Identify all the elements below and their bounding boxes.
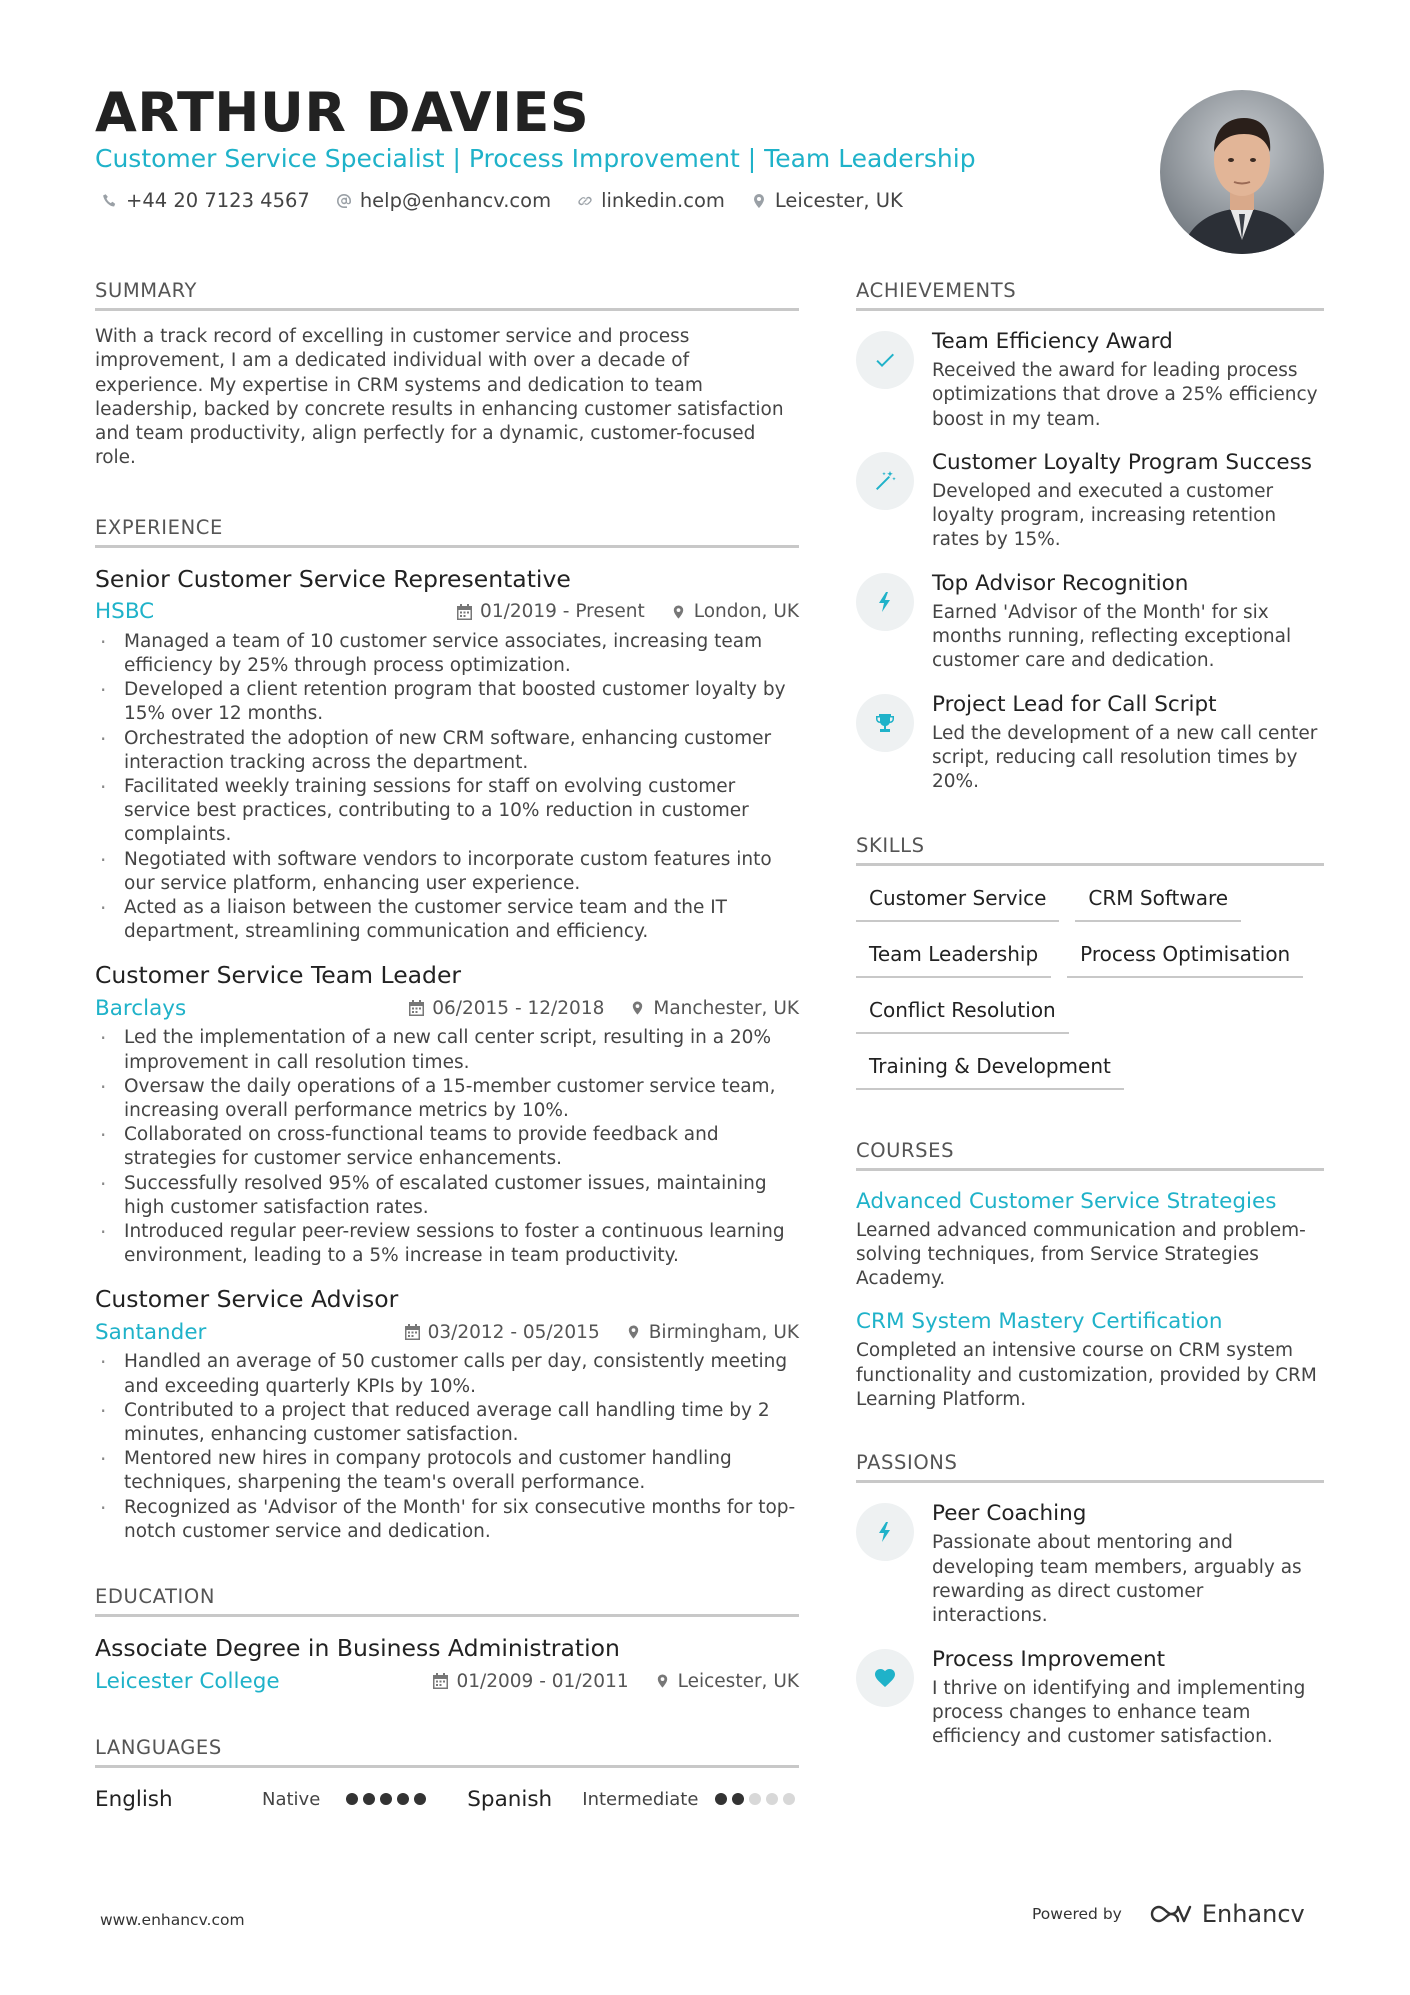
job-meta-right bbox=[405, 1322, 799, 1343]
job-bullets bbox=[95, 630, 799, 945]
rating-dot-filled bbox=[346, 1793, 358, 1805]
education-location-text: Leicester, UK bbox=[677, 1670, 799, 1692]
headline: Customer Service Specialist | Process Improvement | Team Leadership bbox=[95, 144, 976, 173]
job-entry bbox=[95, 960, 799, 1268]
contact-linkedin-text: linkedin.com bbox=[601, 189, 725, 212]
experience-section bbox=[95, 515, 799, 1544]
achievement-icon-badge bbox=[856, 331, 914, 389]
trophy-icon bbox=[873, 711, 897, 735]
summary-heading: SUMMARY bbox=[95, 278, 799, 311]
skill-tag: Process Optimisation bbox=[1067, 938, 1303, 978]
calendar-icon bbox=[405, 1324, 420, 1340]
achievement-title: Project Lead for Call Script bbox=[932, 691, 1217, 717]
passion-item bbox=[856, 1499, 1324, 1628]
education-meta-right bbox=[433, 1671, 799, 1692]
language-rating bbox=[715, 1793, 795, 1805]
rating-dot-filled bbox=[363, 1793, 375, 1805]
job-meta bbox=[95, 598, 799, 626]
achievement-desc: Received the award for leading process optimizations that drove a 25% efficiency boost in my team. bbox=[932, 360, 1318, 430]
bullet-item: · Contributed to a project that reduced average call handling time by 2 minutes, enhancing customer satisfaction. bbox=[95, 1399, 799, 1447]
summary-text: With a track record of excelling in customer service and process improvement, I am a dedicated individual with over a decade of experience. My expertise in CRM systems and dedication to team leadership, backed by concrete results in enhancing customer satisfaction and team productivity, align perfectly for a dynamic, customer-focused role. bbox=[95, 326, 784, 469]
education-heading: EDUCATION bbox=[95, 1584, 799, 1617]
bullet-item: · Introduced regular peer-review sessions to foster a continuous learning environment, leading to a 5% increase in team productivity. bbox=[95, 1220, 799, 1268]
skill-tag: Team Leadership bbox=[856, 938, 1051, 978]
job-title: Customer Service Advisor bbox=[95, 1285, 399, 1314]
company-name: HSBC bbox=[95, 599, 155, 625]
languages-section bbox=[95, 1735, 799, 1814]
education-entry bbox=[95, 1633, 799, 1695]
contact-email-text: help@enhancv.com bbox=[359, 189, 552, 212]
contact-location-text: Leicester, UK bbox=[774, 189, 903, 212]
bullet-item: · Oversaw the daily operations of a 15-member customer service team, increasing overall performance metrics by 10%. bbox=[95, 1075, 799, 1123]
achievement-title: Top Advisor Recognition bbox=[932, 570, 1189, 596]
footer-website[interactable]: www.enhancv.com bbox=[100, 1911, 245, 1929]
achievement-body bbox=[932, 327, 1324, 432]
bullet-item: · Handled an average of 50 customer calls per day, consistently meeting and exceeding quarterly KPIs by 10%. bbox=[95, 1350, 799, 1398]
achievement-item bbox=[856, 448, 1324, 553]
achievements-section bbox=[856, 278, 1324, 795]
location-icon bbox=[655, 1673, 670, 1689]
achievement-body bbox=[932, 448, 1324, 553]
at-icon bbox=[336, 193, 352, 209]
job-dates bbox=[405, 1322, 600, 1343]
bullet-item: · Orchestrated the adoption of new CRM software, enhancing customer interaction tracking across the department. bbox=[95, 727, 799, 775]
contact-phone bbox=[102, 189, 310, 212]
achievement-title: Team Efficiency Award bbox=[932, 329, 1173, 354]
rating-dot-empty bbox=[749, 1793, 761, 1805]
company-name: Barclays bbox=[95, 995, 187, 1021]
job-meta bbox=[95, 1318, 799, 1346]
calendar-icon bbox=[409, 1000, 424, 1016]
language-name: Spanish bbox=[467, 1786, 553, 1812]
education-dates bbox=[433, 1671, 628, 1692]
job-dates bbox=[457, 601, 645, 622]
location-icon bbox=[751, 193, 767, 209]
bullet-item: · Mentored new hires in company protocols and customer handling techniques, sharpening the team's overall performance. bbox=[95, 1447, 799, 1495]
job-entry bbox=[95, 1284, 799, 1544]
bullet-item: · Facilitated weekly training sessions for staff on evolving customer service best practices, contributing to a 10% reduction in customer complaints. bbox=[95, 775, 799, 848]
passion-icon-badge bbox=[856, 1503, 914, 1561]
achievement-item bbox=[856, 690, 1324, 795]
contact-bar bbox=[102, 189, 903, 212]
profile-photo bbox=[1160, 90, 1324, 254]
calendar-icon bbox=[433, 1673, 448, 1689]
skill-tag: Training & Development bbox=[856, 1050, 1124, 1090]
achievement-icon-badge bbox=[856, 452, 914, 510]
languages-heading: LANGUAGES bbox=[95, 1735, 799, 1768]
language-name: English bbox=[95, 1786, 173, 1812]
course-title: Advanced Customer Service Strategies bbox=[856, 1188, 1277, 1214]
rating-dot-filled bbox=[397, 1793, 409, 1805]
course-desc: Completed an intensive course on CRM system functionality and customization, provided by CRM Learning Platform. bbox=[856, 1340, 1317, 1411]
check-icon bbox=[873, 348, 897, 372]
course-item bbox=[856, 1187, 1324, 1292]
bullet-item: · Acted as a liaison between the customer service team and the IT department, streamlining communication and efficiency. bbox=[95, 896, 799, 944]
achievement-desc: Developed and executed a customer loyalty program, increasing retention rates by 15%. bbox=[932, 480, 1277, 551]
left-column bbox=[95, 278, 799, 1814]
magic-wand-icon bbox=[873, 469, 897, 493]
job-bullets bbox=[95, 1026, 799, 1268]
company-name: Santander bbox=[95, 1319, 207, 1345]
job-title: Customer Service Team Leader bbox=[95, 961, 462, 990]
courses-heading: COURSES bbox=[856, 1138, 1324, 1171]
skills-heading: SKILLS bbox=[856, 833, 1324, 866]
passion-body bbox=[932, 1499, 1324, 1628]
phone-icon bbox=[102, 193, 118, 209]
passion-desc: I thrive on identifying and implementing process changes to enhance team efficiency and customer satisfaction. bbox=[932, 1677, 1306, 1748]
link-icon bbox=[577, 193, 593, 209]
bullet-item: · Managed a team of 10 customer service associates, increasing team efficiency by 25% through process optimization. bbox=[95, 630, 799, 678]
footer-branding bbox=[1032, 1900, 1305, 1928]
job-dates bbox=[409, 998, 604, 1019]
rating-dot-filled bbox=[715, 1793, 727, 1805]
language-level: Native bbox=[262, 1788, 321, 1810]
enhancv-logo-text: Enhancv bbox=[1201, 1900, 1305, 1928]
contact-location bbox=[751, 189, 903, 212]
language-level: Intermediate bbox=[582, 1788, 699, 1810]
location-icon bbox=[630, 1000, 645, 1016]
achievement-icon-badge bbox=[856, 694, 914, 752]
lightning-icon bbox=[873, 1520, 897, 1544]
enhancv-logo[interactable] bbox=[1148, 1900, 1305, 1928]
job-entry bbox=[95, 564, 799, 945]
rating-dot-empty bbox=[766, 1793, 778, 1805]
achievement-item bbox=[856, 327, 1324, 432]
passion-icon-badge bbox=[856, 1649, 914, 1707]
bullet-item: · Successfully resolved 95% of escalated customer issues, maintaining high customer satisfaction rates. bbox=[95, 1172, 799, 1220]
language-rating bbox=[346, 1793, 426, 1805]
job-location bbox=[626, 1322, 799, 1343]
education-dates-text: 01/2009 - 01/2011 bbox=[456, 1670, 629, 1692]
course-title: CRM System Mastery Certification bbox=[856, 1309, 1223, 1335]
passion-title: Process Improvement bbox=[932, 1646, 1166, 1672]
skill-tag: Conflict Resolution bbox=[856, 994, 1069, 1034]
course-item bbox=[856, 1307, 1324, 1412]
contact-linkedin bbox=[577, 189, 725, 212]
right-column bbox=[856, 278, 1324, 1749]
bullet-item: · Negotiated with software vendors to incorporate custom features into our service platform, enhancing user experience. bbox=[95, 848, 799, 896]
achievement-item bbox=[856, 569, 1324, 674]
bullet-item: · Led the implementation of a new call center script, resulting in a 20% improvement in call resolution times. bbox=[95, 1026, 799, 1074]
passion-desc: Passionate about mentoring and developing team members, arguably as rewarding as direct customer interactions. bbox=[932, 1532, 1302, 1627]
job-dates-text: 06/2015 - 12/2018 bbox=[432, 997, 605, 1019]
passions-heading: PASSIONS bbox=[856, 1450, 1324, 1483]
courses-section bbox=[856, 1138, 1324, 1413]
summary-section bbox=[95, 278, 799, 471]
skill-tag: Customer Service bbox=[856, 882, 1059, 922]
job-bullets bbox=[95, 1350, 799, 1544]
skill-tag: CRM Software bbox=[1075, 882, 1241, 922]
rating-dot-filled bbox=[732, 1793, 744, 1805]
job-location-text: London, UK bbox=[693, 601, 799, 623]
degree-title: Associate Degree in Business Administration bbox=[95, 1634, 620, 1663]
achievement-title: Customer Loyalty Program Success bbox=[932, 449, 1312, 475]
job-location-text: Birmingham, UK bbox=[648, 1321, 799, 1343]
powered-by-text: Powered by bbox=[1032, 1905, 1122, 1923]
school-name: Leicester College bbox=[95, 1668, 280, 1694]
job-meta-right bbox=[457, 601, 799, 622]
calendar-icon bbox=[457, 604, 472, 620]
job-location bbox=[630, 998, 799, 1019]
lightning-icon bbox=[873, 590, 897, 614]
bullet-item: · Recognized as 'Advisor of the Month' for six consecutive months for top-notch customer service and dedication. bbox=[95, 1496, 799, 1544]
passion-body bbox=[932, 1645, 1324, 1750]
rating-dot-filled bbox=[380, 1793, 392, 1805]
languages-row bbox=[95, 1784, 799, 1814]
achievement-desc: Led the development of a new call center script, reducing call resolution times by 20%. bbox=[932, 722, 1318, 793]
bullet-item: · Collaborated on cross-functional teams to provide feedback and strategies for customer service enhancements. bbox=[95, 1123, 799, 1171]
education-location bbox=[655, 1671, 799, 1692]
location-icon bbox=[671, 604, 686, 620]
enhancv-logo-icon bbox=[1148, 1902, 1194, 1926]
passions-section bbox=[856, 1450, 1324, 1749]
experience-heading: EXPERIENCE bbox=[95, 515, 799, 548]
achievement-body bbox=[932, 690, 1324, 795]
location-icon bbox=[626, 1324, 641, 1340]
education-meta bbox=[95, 1667, 799, 1695]
passion-item bbox=[856, 1645, 1324, 1750]
education-section bbox=[95, 1584, 799, 1695]
skills-list bbox=[856, 882, 1324, 1090]
contact-email bbox=[336, 189, 551, 212]
job-meta bbox=[95, 994, 799, 1022]
rating-dot-filled bbox=[414, 1793, 426, 1805]
heart-icon bbox=[873, 1666, 897, 1690]
course-desc: Learned advanced communication and problem-solving techniques, from Service Strategies Academy. bbox=[856, 1219, 1306, 1290]
candidate-name: ARTHUR DAVIES bbox=[95, 81, 590, 144]
rating-dot-empty bbox=[783, 1793, 795, 1805]
job-meta-right bbox=[409, 998, 799, 1019]
job-location bbox=[671, 601, 799, 622]
job-location-text: Manchester, UK bbox=[653, 997, 799, 1019]
job-title: Senior Customer Service Representative bbox=[95, 564, 571, 593]
achievement-desc: Earned 'Advisor of the Month' for six months running, reflecting exceptional customer care and dedication. bbox=[932, 601, 1292, 672]
job-dates-text: 03/2012 - 05/2015 bbox=[427, 1321, 600, 1343]
contact-phone-text: +44 20 7123 4567 bbox=[126, 189, 310, 212]
job-dates-text: 01/2019 - Present bbox=[480, 601, 645, 623]
achievements-heading: ACHIEVEMENTS bbox=[856, 278, 1324, 311]
bullet-item: · Developed a client retention program that boosted customer loyalty by 15% over 12 months. bbox=[95, 678, 799, 726]
achievement-icon-badge bbox=[856, 573, 914, 631]
achievement-body bbox=[932, 569, 1324, 674]
skills-section bbox=[856, 833, 1324, 1090]
passion-title: Peer Coaching bbox=[932, 1501, 1087, 1527]
